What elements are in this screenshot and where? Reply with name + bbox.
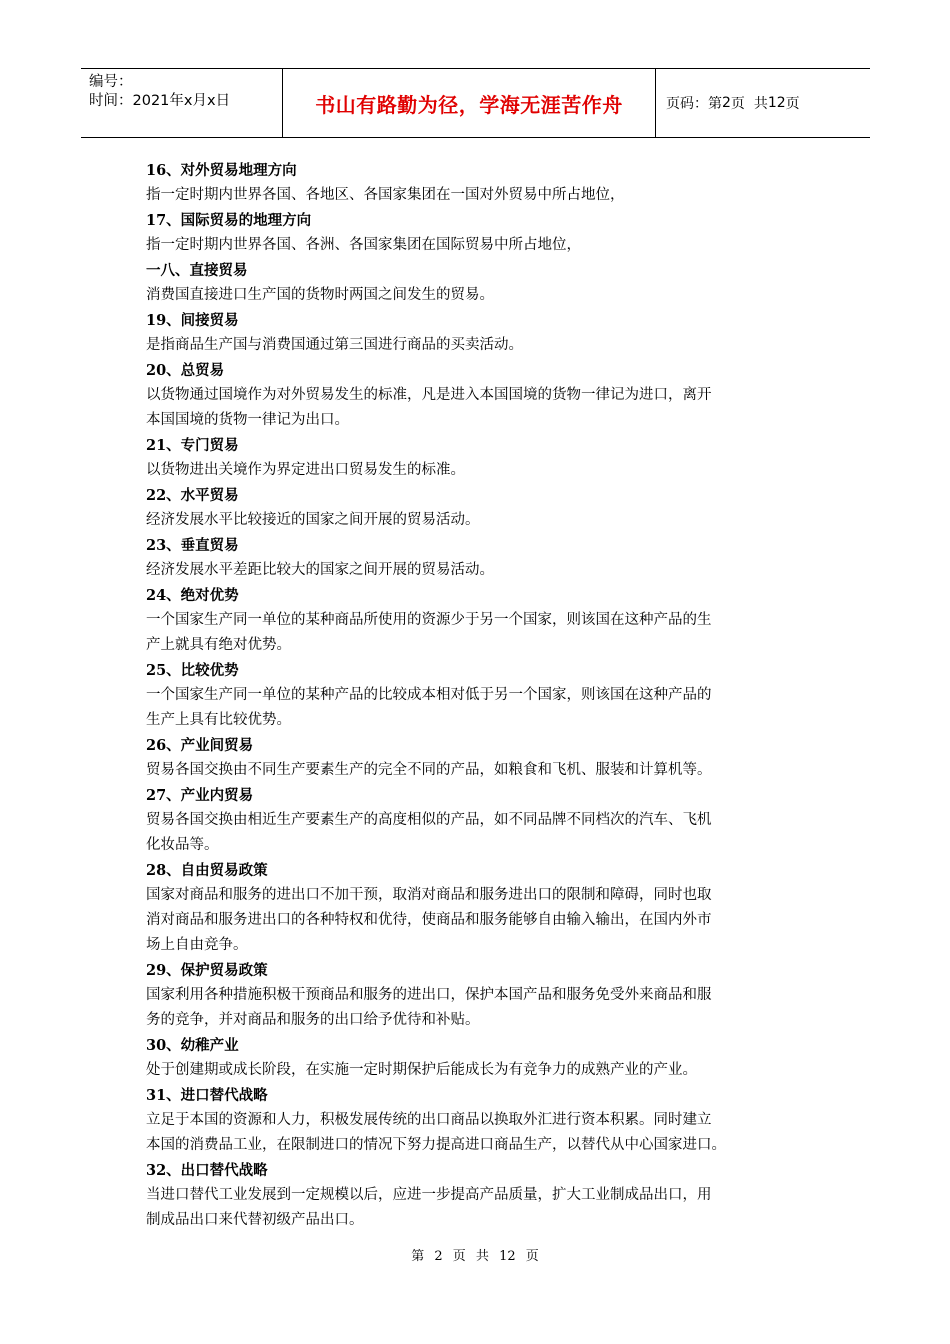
glossary-definition-line: 化妆品等。 xyxy=(146,837,219,853)
glossary-term: 17、国际贸易的地理方向 xyxy=(146,212,312,229)
glossary-definition-line: 以货物通过国境作为对外贸易发生的标准，凡是进入本国国境的货物一律记为进口，离开 xyxy=(146,387,712,403)
glossary-term: 28、自由贸易政策 xyxy=(146,862,268,879)
glossary-definition-line: 务的竞争，并对商品和服务的出口给予优待和补贴。 xyxy=(146,1012,480,1028)
page-mid: 页 共 xyxy=(730,96,768,112)
glossary-definition-line: 指一定时期内世界各国、各地区、各国家集团在一国对外贸易中所占地位， xyxy=(146,187,625,203)
glossary-definition-line: 一个国家生产同一单位的某种产品的比较成本相对低于另一个国家，则该国在这种产品的 xyxy=(146,687,712,703)
document-number-label: 编号： xyxy=(89,74,133,90)
glossary-definition-line: 产上就具有绝对优势。 xyxy=(146,637,291,653)
page-current: 2 xyxy=(722,95,731,111)
glossary-term: 31、进口替代战略 xyxy=(146,1087,268,1104)
header-motto: 书山有路勤为径，学海无涯苦作舟 xyxy=(283,69,656,137)
glossary-term: 16、对外贸易地理方向 xyxy=(146,162,297,179)
glossary-term: 19、间接贸易 xyxy=(146,312,239,329)
glossary-definition-line: 处于创建期或成长阶段，在实施一定时期保护后能成长为有竞争力的成熟产业的产业。 xyxy=(146,1062,697,1078)
glossary-definition-line: 场上自由竞争。 xyxy=(146,937,248,953)
page-total: 12 xyxy=(767,95,786,111)
glossary-definition-line: 消对商品和服务进出口的各种特权和优待，使商品和服务能够自由输入输出，在国内外市 xyxy=(146,912,712,928)
glossary-definition-line: 是指商品生产国与消费国通过第三国进行商品的买卖活动。 xyxy=(146,337,523,353)
glossary-term: 26、产业间贸易 xyxy=(146,737,254,754)
glossary-term: 21、专门贸易 xyxy=(146,437,239,454)
glossary-definition-line: 经济发展水平差距比较大的国家之间开展的贸易活动。 xyxy=(146,562,494,578)
glossary-term: 24、绝对优势 xyxy=(146,587,239,604)
glossary-definition-line: 一个国家生产同一单位的某种商品所使用的资源少于另一个国家，则该国在这种产品的生 xyxy=(146,612,712,628)
glossary-term: 30、幼稚产业 xyxy=(146,1037,239,1054)
glossary-definition-line: 当进口替代工业发展到一定规模以后，应进一步提高产品质量，扩大工业制成品出口，用 xyxy=(146,1187,712,1203)
footer-total: 12 xyxy=(499,1249,516,1264)
footer-suffix: 页 xyxy=(525,1249,539,1264)
glossary-definition-line: 贸易各国交换由不同生产要素生产的完全不同的产品，如粮食和飞机、服装和计算机等。 xyxy=(146,762,712,778)
glossary-definition-line: 生产上具有比较优势。 xyxy=(146,712,291,728)
glossary-term: 25、比较优势 xyxy=(146,662,239,679)
glossary-term: 一八、直接贸易 xyxy=(146,262,248,279)
glossary-term: 20、总贸易 xyxy=(146,362,225,379)
header-info xyxy=(81,69,283,137)
glossary-definition-line: 消费国直接进口生产国的货物时两国之间发生的贸易。 xyxy=(146,287,494,303)
glossary-term: 27、产业内贸易 xyxy=(146,787,254,804)
page-prefix: 页码：第 xyxy=(666,96,722,112)
footer-prefix: 第 xyxy=(411,1249,425,1264)
glossary-term: 32、出口替代战略 xyxy=(146,1162,268,1179)
glossary-definition-line: 制成品出口来代替初级产品出口。 xyxy=(146,1212,364,1228)
glossary-term: 29、保护贸易政策 xyxy=(146,962,268,979)
document-date: 时间：2021年x月x日 xyxy=(89,93,231,109)
glossary-definition-line: 贸易各国交换由相近生产要素生产的高度相似的产品，如不同品牌不同档次的汽车、飞机 xyxy=(146,812,712,828)
page-footer xyxy=(0,1245,950,1264)
glossary-definition-line: 立足于本国的资源和人力，积极发展传统的出口商品以换取外汇进行资本积累。同时建立 xyxy=(146,1112,712,1128)
glossary-definition-line: 国家对商品和服务的进出口不加干预，取消对商品和服务进出口的限制和障碍，同时也取 xyxy=(146,887,712,903)
glossary-definition-line: 以货物进出关境作为界定进出口贸易发生的标准。 xyxy=(146,462,465,478)
footer-current: 2 xyxy=(434,1249,443,1264)
glossary-term: 23、垂直贸易 xyxy=(146,537,239,554)
page-suffix: 页 xyxy=(785,96,800,112)
page-header xyxy=(81,68,870,138)
glossary-definition-line: 本国的消费品工业，在限制进口的情况下努力提高进口商品生产，以替代从中心国家进口。 xyxy=(146,1137,726,1153)
glossary-definition-line: 国家利用各种措施积极干预商品和服务的进出口，保护本国产品和服务免受外来商品和服 xyxy=(146,987,712,1003)
header-page-number xyxy=(656,69,870,137)
footer-mid: 页 共 xyxy=(452,1249,489,1264)
document-body xyxy=(146,158,811,1233)
glossary-definition-line: 本国国境的货物一律记为出口。 xyxy=(146,412,349,428)
glossary-definition-line: 指一定时期内世界各国、各洲、各国家集团在国际贸易中所占地位， xyxy=(146,237,581,253)
glossary-term: 22、水平贸易 xyxy=(146,487,239,504)
glossary-definition-line: 经济发展水平比较接近的国家之间开展的贸易活动。 xyxy=(146,512,480,528)
